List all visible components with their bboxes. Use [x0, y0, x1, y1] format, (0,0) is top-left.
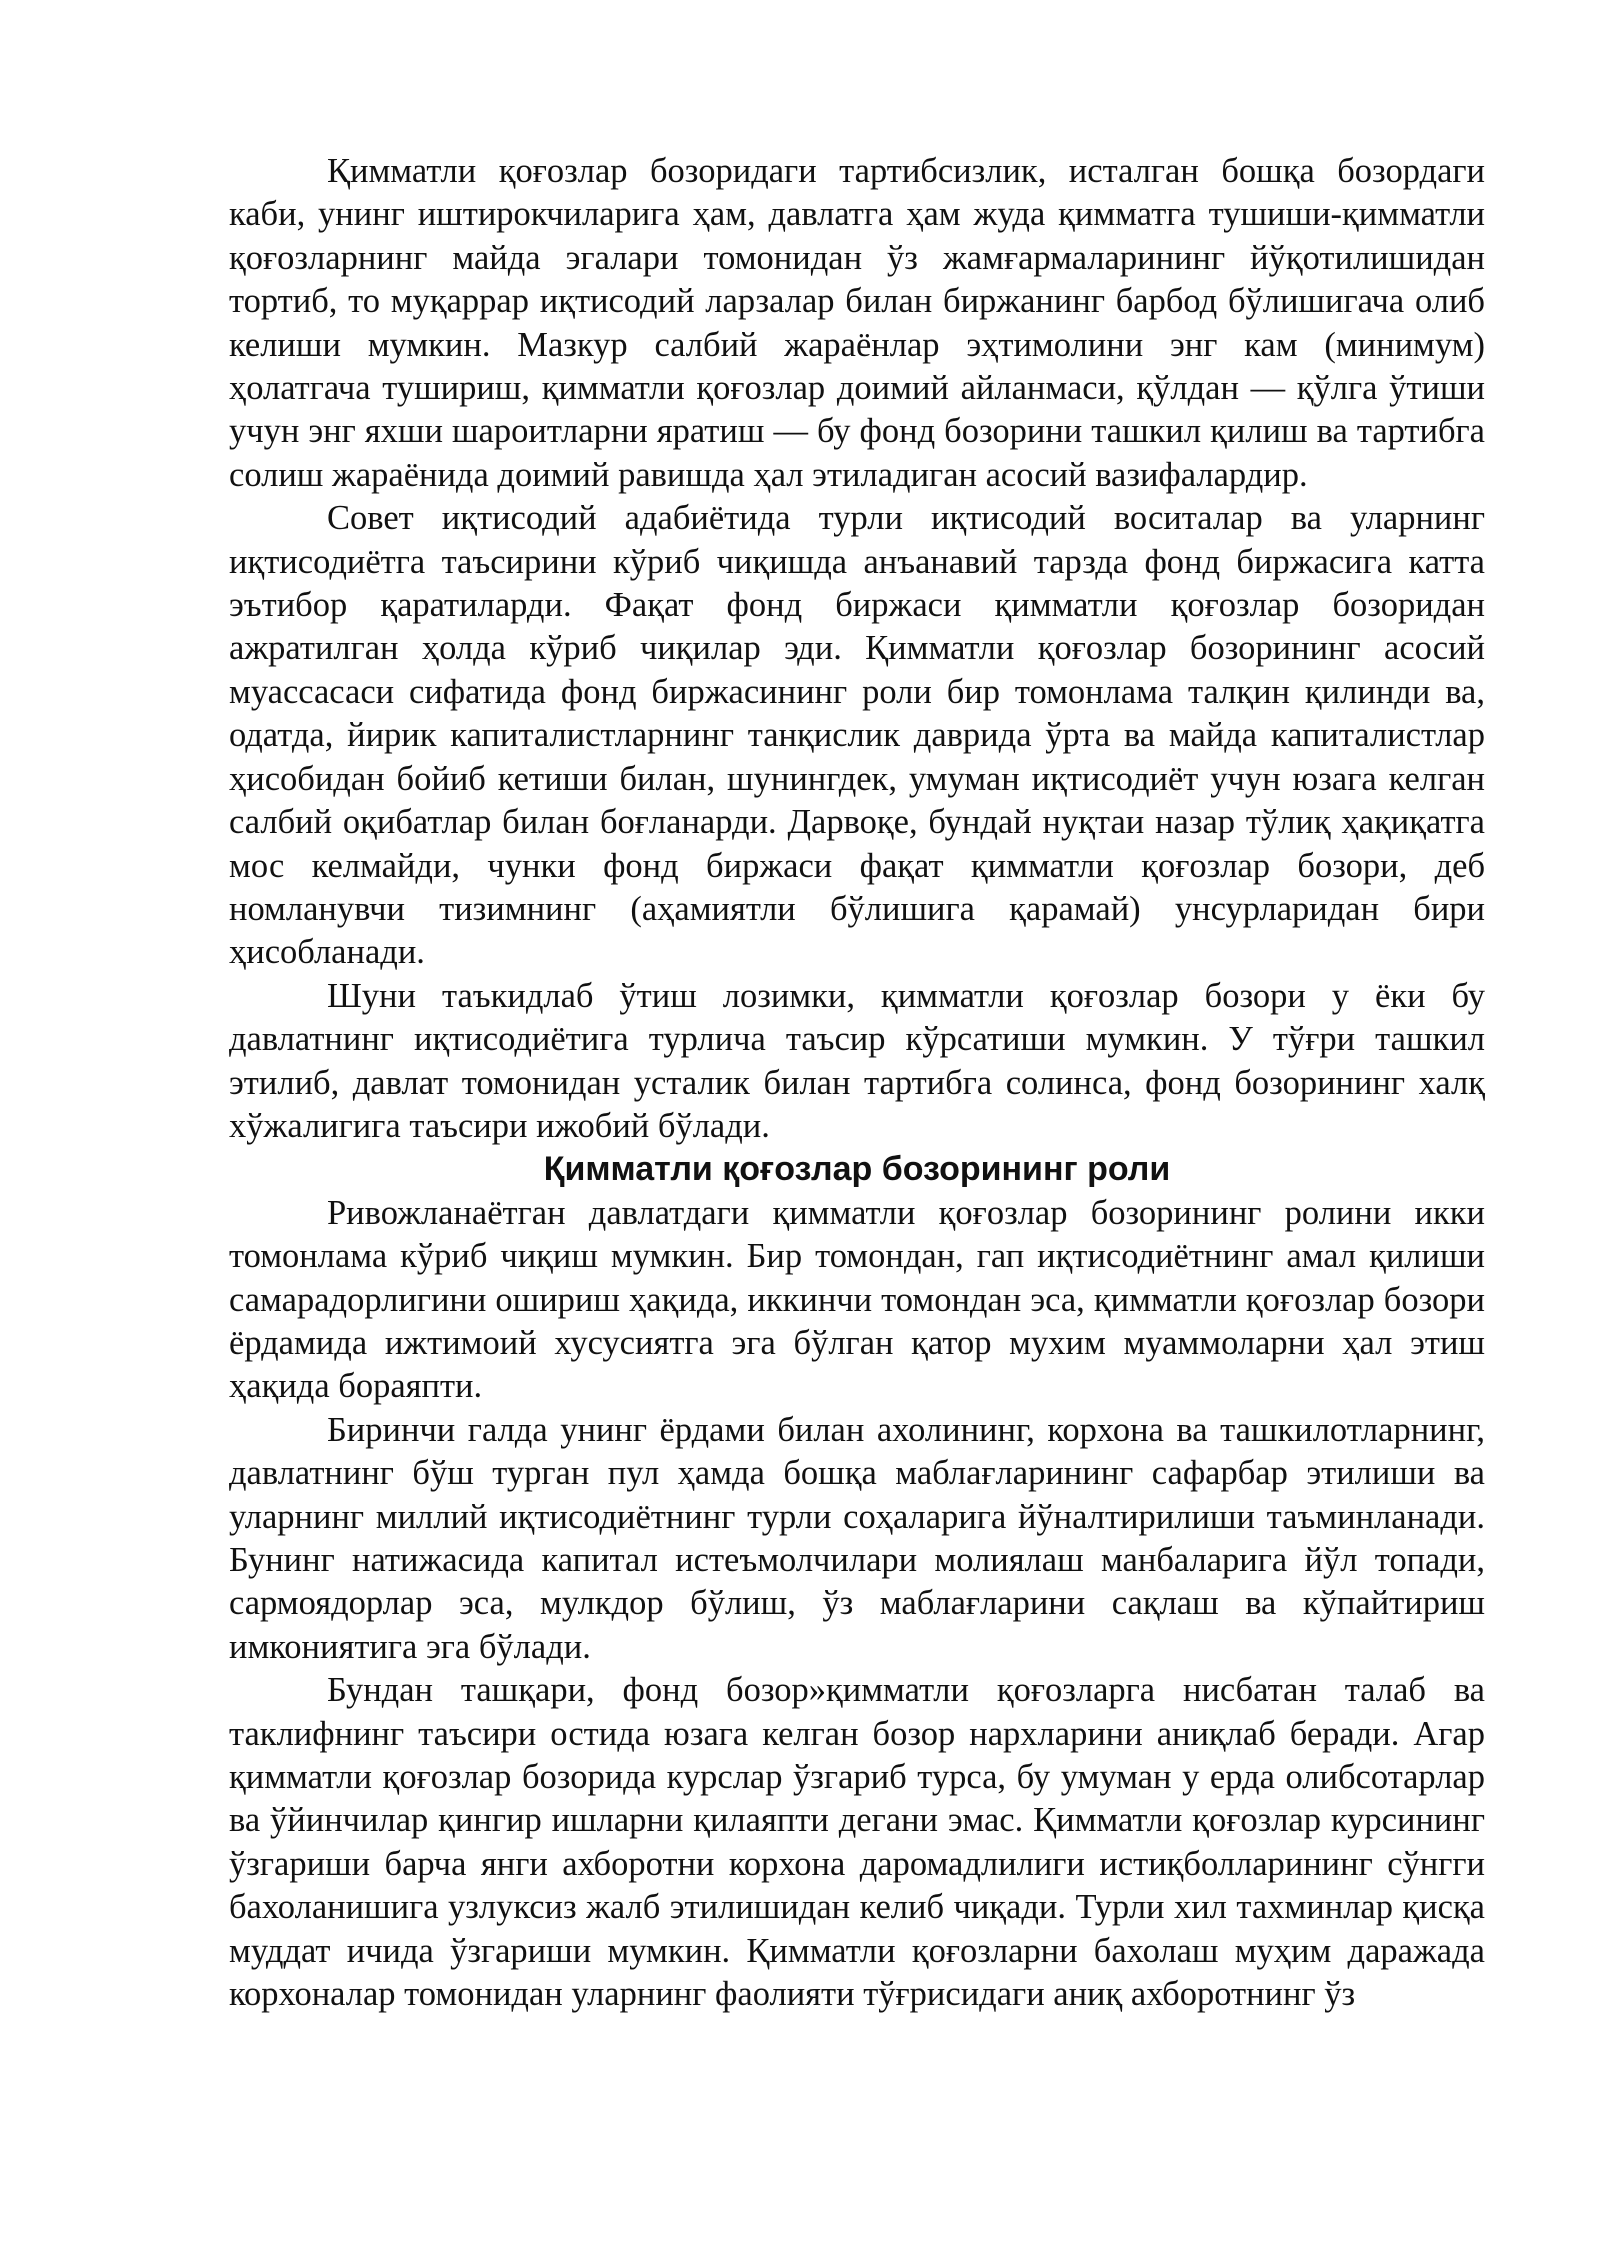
body-paragraph: Шуни таъкидлаб ўтиш лозимки, қимматли қоғозлар бозори у ёки бу давлатнинг иқтисодиётига турлича таъсир кўрсатиши мумкин. У тўғри ташкил этилиб, давлат томонидан усталик билан тартибга солинса, фонд бозорининг халқ хўжалигига таъсири ижобий бўлади. [229, 976, 1485, 1145]
body-paragraph: Ривожланаётган давлатдаги қимматли қоғозлар бозорининг ролини икки томонлама кўриб чиқиш мумкин. Бир томондан, гап иқтисодиётнинг амал қилиши самарадорлигини ошириш ҳақида, иккинчи томондан эса, қимматли қоғозлар бозори ёрдамида ижтимоий хусусиятга эга бўлган қатор мухим муаммоларни ҳал этиш ҳақида бораяпти. [229, 1193, 1485, 1406]
document-page [229, 150, 1485, 2016]
body-paragraph: Қимматли қоғозлар бозоридаги тартибсизлик, исталган бошқа бозордаги каби, унинг иштирокчиларига ҳам, давлатга ҳам жуда қимматга тушиши-қимматли қоғозларнинг майда эгалари томонидан ўз жамғармаларининг йўқотилишидан тортиб, то муқаррар иқтисодий ларзалар билан биржанинг барбод бўлишигача олиб келиши мумкин. Мазкур салбий жараёнлар эҳтимолини энг кам (минимум) ҳолатгача тушириш, қимматли қоғозлар доимий айланмаси, қўлдан — қўлга ўтиши учун энг яхши шароитларни яратиш — бу фонд бозорини ташкил қилиш ва тартибга солиш жараёнида доимий равишда ҳал этиладиган асосий вазифалардир. [229, 152, 1485, 494]
body-paragraph: Совет иқтисодий адабиётида турли иқтисодий воситалар ва уларнинг иқтисодиётга таъсирини кўриб чиқишда анъанавий тарзда фонд биржасига катта эътибор қаратиларди. Фақат фонд биржаси қимматли қоғозлар бозоридан ажратилган ҳолда кўриб чиқилар эди. Қимматли қоғозлар бозорининг асосий муассасаси сифатида фонд биржасининг роли бир томонлама талқин қилинди ва, одатда, йирик капиталистларнинг танқислик даврида ўрта ва майда капиталистлар ҳисобидан бойиб кетиши билан, шунингдек, умуман иқтисодиёт учун юзага келган салбий оқибатлар билан боғланарди. Дарвоқе, бундай нуқтаи назар тўлиқ ҳақиқатга мос келмайди, чунки фонд биржаси фақат қимматли қоғозлар бозори, деб номланувчи тизимнинг (аҳамиятли бўлишига қарамай) унсурларидан бири ҳисобланади. [229, 499, 1485, 972]
section-heading: Қимматли қоғозлар бозорининг роли [543, 1150, 1171, 1189]
body-paragraph: Бундан ташқари, фонд бозор»қимматли қоғозларга нисбатан талаб ва таклифнинг таъсири остида юзага келган бозор нархларини аниқлаб беради. Агар қимматли қоғозлар бозорида курслар ўзгариб турса, бу умуман у ерда олибсотарлар ва ўйинчилар қингир ишларни қилаяпти дегани эмас. Қимматли қоғозлар курсининг ўзгариши барча янги ахборотни корхона даромадлилиги истиқболларининг сўнгги бахоланишига узлуксиз жалб этилишидан келиб чиқади. Турли хил тахминлар қисқа муддат ичида ўзгариши мумкин. Қимматли қоғозларни бахолаш муҳим даражада корхоналар томонидан уларнинг фаолияти тўғрисидаги аниқ ахборотнинг ўз [229, 1671, 1485, 2014]
body-paragraph: Биринчи галда унинг ёрдами билан ахолининг, корхона ва ташкилотларнинг, давлатнинг бўш турган пул ҳамда бошқа маблағларининг сафарбар этилиши ва уларнинг миллий иқтисодиётнинг турли соҳаларига йўналтирилиши таъминланади. Бунинг натижасида капитал истеъмолчилари молиялаш манбаларига йўл топади, сармоядорлар эса, мулкдор бўлиш, ўз маблағларини сақлаш ва кўпайтириш имкониятига эга бўлади. [229, 1410, 1485, 1666]
